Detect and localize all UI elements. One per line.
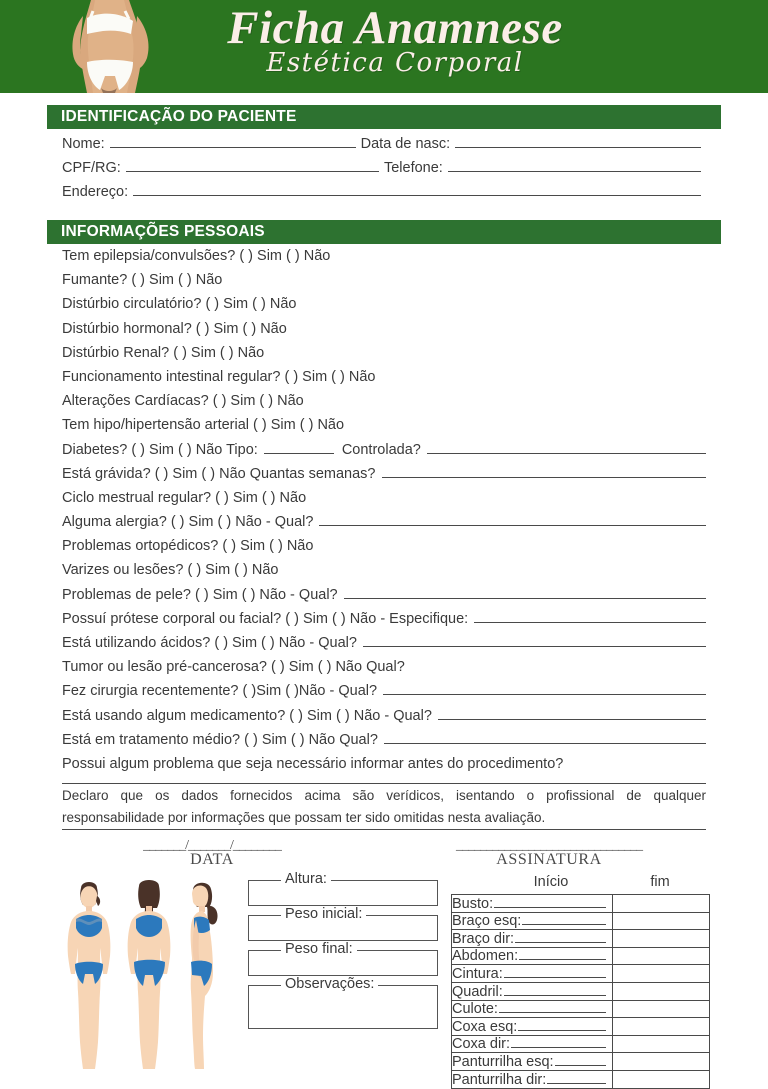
signature-blank-line[interactable]: _______________________________ — [456, 838, 642, 854]
boxed-field-label-altura: Altura: — [281, 871, 331, 887]
table-row — [452, 947, 710, 965]
table-row — [452, 1035, 710, 1053]
measurement-start-cell[interactable] — [452, 947, 613, 965]
boxed-fields-group — [248, 871, 438, 1038]
measurement-end-cell[interactable] — [613, 1053, 710, 1071]
question-row — [62, 321, 706, 345]
question-row — [62, 248, 706, 272]
boxed-field-legend-wrap — [249, 976, 437, 992]
question-row — [62, 393, 706, 417]
boxed-field-legend-wrap — [249, 906, 437, 922]
question-row — [62, 490, 706, 514]
label-nome: Nome: — [62, 136, 105, 152]
question-row — [62, 635, 706, 659]
table-row — [452, 912, 710, 930]
question-label: Alterações Cardíacas? ( ) Sim ( ) Não — [62, 393, 304, 410]
input-telefone[interactable] — [448, 171, 701, 172]
measurement-start-input[interactable] — [511, 1047, 606, 1048]
measurement-label-wrap — [452, 1036, 612, 1052]
measurement-start-input[interactable] — [547, 1083, 606, 1084]
bottom-measurement-area — [0, 871, 768, 1088]
identification-fields — [62, 136, 706, 208]
question-row — [62, 345, 706, 369]
question-label: Está usando algum medicamento? ( ) Sim ( ) Não - Qual? — [62, 707, 432, 724]
declaration-block — [62, 783, 706, 830]
body-front-view — [68, 882, 111, 1069]
measurement-label-wrap — [452, 1001, 612, 1017]
boxed-field-altura[interactable] — [248, 871, 438, 906]
measurement-start-cell[interactable] — [452, 895, 613, 913]
measurement-label-wrap — [452, 1054, 612, 1070]
column-header-fim: fim — [650, 874, 670, 890]
table-row — [452, 965, 710, 983]
question-label: Possui algum problema que seja necessário informar antes do procedimento? — [62, 755, 564, 772]
body-side-view — [191, 883, 218, 1069]
measurement-start-cell[interactable] — [452, 982, 613, 1000]
question-row — [62, 538, 706, 562]
measurement-end-cell[interactable] — [613, 947, 710, 965]
table-row — [452, 895, 710, 913]
measurement-start-input[interactable] — [504, 995, 606, 996]
measurement-start-input[interactable] — [522, 924, 606, 925]
input-data-nasc[interactable] — [455, 147, 701, 148]
measurement-label-wrap — [452, 913, 612, 929]
page-subtitle: Estética Corporal — [266, 48, 524, 78]
label-data-nasc: Data de nasc: — [360, 136, 451, 152]
measurement-end-cell[interactable] — [613, 912, 710, 930]
question-label: Funcionamento intestinal regular? ( ) Sim ( ) Não — [62, 368, 376, 385]
label-endereco: Endereço: — [62, 184, 129, 200]
table-row — [452, 930, 710, 948]
input-nome[interactable] — [110, 147, 356, 148]
table-row — [452, 1018, 710, 1036]
question-label: Alguma alergia? ( ) Sim ( ) Não - Qual? — [62, 514, 314, 531]
question-row — [62, 369, 706, 393]
question-row — [62, 417, 706, 441]
question-row — [62, 659, 706, 683]
input-endereco[interactable] — [133, 195, 701, 196]
table-row — [452, 982, 710, 1000]
measurement-label: Panturrilha esq: — [452, 1053, 554, 1070]
measurement-label-wrap — [452, 1019, 612, 1035]
boxed-field-peso-inicial[interactable] — [248, 906, 438, 941]
woman-torso-photo — [57, 0, 162, 93]
question-label: Problemas de pele? ( ) Sim ( ) Não - Qual? — [62, 586, 338, 603]
question-row — [62, 708, 706, 732]
measurement-end-cell[interactable] — [613, 1070, 710, 1088]
signature-caption: ASSINATURA — [496, 851, 602, 869]
date-field-group[interactable] — [62, 838, 362, 869]
measurement-label-wrap — [452, 931, 612, 947]
field-row-cpf-telefone — [62, 160, 706, 184]
label-telefone: Telefone: — [383, 160, 443, 176]
measurement-end-cell[interactable] — [613, 895, 710, 913]
questions-list — [62, 248, 706, 780]
measurement-end-cell[interactable] — [613, 1035, 710, 1053]
measurement-label: Coxa dir: — [452, 1036, 511, 1053]
measurement-start-input[interactable] — [499, 1012, 606, 1013]
table-row — [452, 1070, 710, 1088]
measurement-start-cell[interactable] — [452, 1018, 613, 1036]
measurement-start-input[interactable] — [515, 942, 606, 943]
banner-title-group — [185, 2, 605, 77]
question-row — [62, 756, 706, 780]
declaration-line-2: responsabilidade por informações que possam ter sido omitidas nesta avaliação. — [62, 807, 706, 830]
question-label: Fumante? ( ) Sim ( ) Não — [62, 272, 223, 289]
measurements-section — [451, 874, 709, 1089]
table-row — [452, 1053, 710, 1071]
form-page — [0, 105, 768, 869]
question-label: Distúrbio Renal? ( ) Sim ( ) Não — [62, 344, 265, 361]
measurement-start-cell[interactable] — [452, 1000, 613, 1018]
field-row-endereco — [62, 184, 706, 208]
question-answer-input[interactable] — [363, 646, 706, 647]
measurement-start-input[interactable] — [518, 1030, 606, 1031]
boxed-field-legend-wrap — [249, 871, 437, 887]
question-label: Tumor ou lesão pré-cancerosa? ( ) Sim ( ) Não Qual? — [62, 659, 405, 676]
measurement-end-cell[interactable] — [613, 930, 710, 948]
measurements-table — [451, 894, 710, 1089]
measurement-start-cell[interactable] — [452, 965, 613, 983]
question-answer-input[interactable] — [319, 525, 706, 526]
measurement-start-input[interactable] — [494, 907, 606, 908]
body-diagrams-group — [57, 876, 243, 1076]
question-label-secondary: Controlada? — [341, 441, 421, 458]
measurement-end-cell[interactable] — [613, 982, 710, 1000]
label-cpf-rg: CPF/RG: — [62, 160, 121, 176]
measurement-label: Cintura: — [452, 965, 503, 982]
measurement-label: Culote: — [452, 1001, 498, 1018]
boxed-field-observacoes[interactable] — [248, 976, 438, 1029]
page-title: Ficha Anamnese — [227, 2, 563, 54]
signature-row — [62, 838, 706, 869]
section-header-personal-info: INFORMAÇÕES PESSOAIS — [47, 220, 721, 244]
measurement-label-wrap — [452, 896, 612, 912]
measurement-label-wrap — [452, 984, 612, 1000]
date-blank-line[interactable]: _______/_______/________ — [143, 838, 281, 854]
question-answer-input[interactable] — [438, 719, 706, 720]
measurement-start-input[interactable] — [555, 1065, 606, 1066]
question-row — [62, 272, 706, 296]
section-header-identification: IDENTIFICAÇÃO DO PACIENTE — [47, 105, 721, 129]
question-label: Tem epilepsia/convulsões? ( ) Sim ( ) Não — [62, 248, 331, 264]
question-row — [62, 442, 706, 466]
date-caption: DATA — [190, 851, 234, 869]
measurement-end-cell[interactable] — [613, 965, 710, 983]
question-row — [62, 611, 706, 635]
question-answer-input[interactable] — [344, 598, 706, 599]
measurement-start-cell[interactable] — [452, 1053, 613, 1071]
question-row — [62, 296, 706, 320]
question-label: Está grávida? ( ) Sim ( ) Não Quantas semanas? — [62, 465, 376, 482]
question-label: Distúrbio hormonal? ( ) Sim ( ) Não — [62, 320, 287, 337]
measurement-end-cell[interactable] — [613, 1000, 710, 1018]
measurement-label: Abdomen: — [452, 948, 519, 965]
question-answer-input[interactable] — [384, 743, 706, 744]
column-header-inicio: Início — [533, 874, 569, 890]
measurement-label: Quadril: — [452, 983, 503, 1000]
measurement-label: Busto: — [452, 895, 494, 912]
question-answer-input[interactable] — [474, 622, 706, 623]
question-label: Ciclo mestrual regular? ( ) Sim ( ) Não — [62, 489, 307, 506]
measurement-label-wrap — [452, 948, 612, 964]
question-label: Tem hipo/hipertensão arterial ( ) Sim ( ) Não — [62, 417, 345, 434]
question-label: Fez cirurgia recentemente? ( )Sim ( )Não - Qual? — [62, 683, 378, 700]
question-row — [62, 562, 706, 586]
measurement-label: Coxa esq: — [452, 1018, 518, 1035]
measurement-end-cell[interactable] — [613, 1018, 710, 1036]
measurement-start-input[interactable] — [519, 959, 606, 960]
header-banner — [0, 0, 768, 93]
measurement-start-cell[interactable] — [452, 1035, 613, 1053]
question-row — [62, 514, 706, 538]
boxed-field-label-peso-inicial: Peso inicial: — [281, 906, 366, 922]
measurement-start-cell[interactable] — [452, 930, 613, 948]
question-label: Possuí prótese corporal ou facial? ( ) Sim ( ) Não - Especifique: — [62, 610, 469, 627]
measurement-label-wrap — [452, 966, 612, 982]
measurement-start-input[interactable] — [504, 977, 606, 978]
boxed-field-legend-wrap — [249, 941, 437, 957]
question-label: Distúrbio circulatório? ( ) Sim ( ) Não — [62, 296, 297, 313]
field-row-nome-datanasc — [62, 136, 706, 160]
question-label: Está em tratamento médio? ( ) Sim ( ) Não Qual? — [62, 731, 378, 748]
measurement-start-cell[interactable] — [452, 1070, 613, 1088]
table-row — [452, 1000, 710, 1018]
measurement-label: Braço esq: — [452, 913, 522, 930]
question-answer-input[interactable] — [383, 694, 706, 695]
question-row — [62, 683, 706, 707]
boxed-field-label-observacoes: Observações: — [281, 976, 378, 992]
body-back-view — [128, 880, 171, 1069]
declaration-line-1: Declaro que os dados fornecidos acima são verídicos, isentando o profissional de qualquer — [62, 788, 706, 804]
question-label: Diabetes? ( ) Sim ( ) Não Tipo: — [62, 441, 258, 458]
question-row — [62, 587, 706, 611]
measurement-start-cell[interactable] — [452, 912, 613, 930]
question-row — [62, 466, 706, 490]
question-answer-input[interactable] — [382, 477, 707, 478]
measurement-label-wrap — [452, 1072, 612, 1088]
measurement-label: Braço dir: — [452, 930, 515, 947]
question-label: Está utilizando ácidos? ( ) Sim ( ) Não - Qual? — [62, 635, 357, 651]
question-answer-input-tipo[interactable] — [264, 453, 334, 454]
question-label: Varizes ou lesões? ( ) Sim ( ) Não — [62, 562, 279, 579]
question-label: Problemas ortopédicos? ( ) Sim ( ) Não — [62, 538, 314, 555]
question-answer-input-controlada[interactable] — [427, 453, 706, 454]
boxed-field-label-peso-final: Peso final: — [281, 941, 357, 957]
measurement-label: Panturrilha dir: — [452, 1071, 547, 1088]
boxed-field-peso-final[interactable] — [248, 941, 438, 976]
measurements-column-headers — [451, 874, 709, 894]
question-row — [62, 732, 706, 756]
input-cpf-rg[interactable] — [126, 171, 379, 172]
signature-field-group[interactable] — [362, 838, 706, 869]
